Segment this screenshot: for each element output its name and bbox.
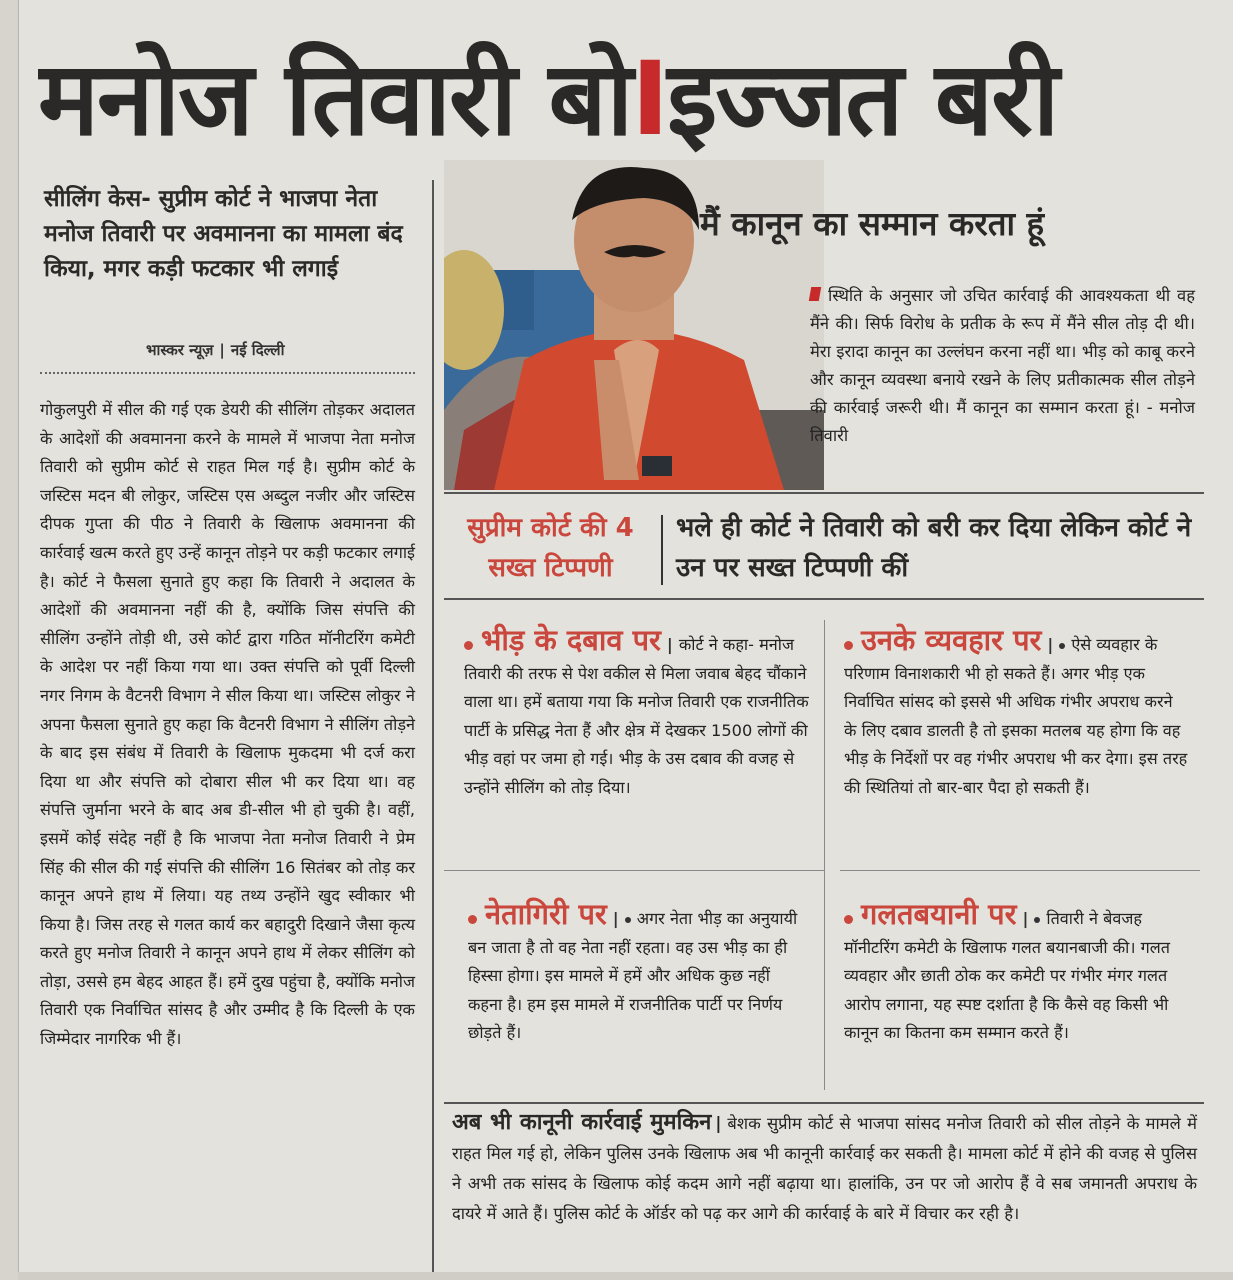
sc-remarks-label: सुप्रीम कोर्ट की 4 सख्त टिप्पणी (467, 513, 634, 583)
page-left-edge (0, 0, 19, 1280)
byline-divider (40, 372, 415, 374)
remark-text: कोर्ट ने कहा- मनोज तिवारी की तरफ से पेश वकील से मिला जवाब बेहद चौंकाने वाला था। हमें बताया गया कि मनोज तिवारी एक राजनीतिक पार्टी के प्रसिद्ध नेता हैं और क्षेत्र में देखकर 1500 लोगों की भीड़ वहां पर जमा हो गई। भीड़ के उस दबाव की वजह से उन्होंने सीलिंग को तोड़ दिया। (464, 635, 809, 797)
column-divider (432, 180, 434, 1280)
sc-remarks-description: भले ही कोर्ट ने तिवारी को बरी कर दिया लेकिन कोर्ट ने उन पर सख्त टिप्पणी कीं (676, 513, 1192, 583)
bullet-icon (464, 641, 473, 650)
remark-text: ऐसे व्यवहार के परिणाम विनाशकारी भी हो सकते हैं। अगर भीड़ एक निर्वाचित सांसद को इससे भी अधिक गंभीर अपराध करने के लिए दबाव डालती है तो इसका मतलब यह होगा कि वह भीड़ के निर्देशों पर वह गंभीर अपराध भी कर देगा। इस तरह की स्थितियां तो बार-बार पैदा हो सकती हैं। (844, 635, 1188, 797)
bullet-icon (844, 915, 853, 924)
remark-heading: उनके व्यवहार पर (861, 623, 1042, 657)
remark-behavior: उनके व्यवहार पर | ऐसे व्यवहार के परिणाम विनाशकारी भी हो सकते हैं। अगर भीड़ एक निर्वाचित सांसद को इससे भी अधिक गंभीर अपराध करने के लिए दबाव डालती है तो इसका मतलब यह होगा कि वह भीड़ के निर्देशों पर वह गंभीर अपराध भी कर देगा। इस तरह की स्थितियां तो बार-बार पैदा हो सकती हैं। (844, 623, 1188, 797)
remark-text: अगर नेता भीड़ का अनुयायी बन जाता है तो वह नेता नहीं रहता। वह उस भीड़ का ही हिस्सा होगा। इस मामले में हमें और अधिक कुछ नहीं कहना है। हम इस मामले में राजनीतिक पार्टी पर निर्णय छोड़ते हैं। (468, 909, 798, 1043)
bullet-icon (844, 641, 853, 650)
quote-body (810, 282, 1195, 450)
small-bullet-icon (625, 917, 631, 923)
remark-heading: भीड़ के दबाव पर (481, 623, 661, 657)
remark-leadership: नेतागिरी पर | अगर नेता भीड़ का अनुयायी बन जाता है तो वह नेता नहीं रहता। वह उस भीड़ का ही हिस्सा होगा। इस मामले में हमें और अधिक कुछ नहीं कहना है। हम इस मामले में राजनीतिक पार्टी पर निर्णय छोड़ते हैं। (468, 897, 798, 1043)
sc-box-bottom-rule (444, 598, 1204, 600)
remark-misstatement: गलतबयानी पर | तिवारी ने बेवजह मॉनीटरिंग कमेटी के खिलाफ गलत बयानबाजी की। गलत व्यवहार और छाती ठोक कर कमेटी पर गंभीर मंगर गलत आरोप लगाना, यह स्पष्ट दर्शाता है कि कैसे वह किसी भी कानून का कितना कम सम्मान करते हैं। (844, 897, 1170, 1043)
legal-action-heading: अब भी कानूनी कार्रवाई मुमकिन (452, 1110, 712, 1135)
small-bullet-icon (1059, 643, 1065, 649)
remarks-horizontal-rule-right (840, 870, 1200, 871)
quote-text: स्थिति के अनुसार जो उचित कार्रवाई की आवश्यकता थी वह मैंने की। सिर्फ विरोध के प्रतीक के रूप में मैंने सील तोड़ दी थी। मेरा इरादा कानून का उल्लंघन करना नहीं था। भीड़ को काबू करने और कानून व्यवस्था बनाये रखने के लिए प्रतीकात्मक सील तोड़ने की कार्रवाई जरूरी थी। मैं कानून का सम्मान करता हूं। - मनोज तिवारी (810, 286, 1195, 445)
legal-action-body: बेशक सुप्रीम कोर्ट से भाजपा सांसद मनोज तिवारी को सील तोड़ने के मामले में राहत मिल गई हो, लेकिन पुलिस उनके खिलाफ अब भी कानूनी कार्रवाई कर सकती है। मामला कोर्ट में होने की वजह से पुलिस ने अभी तक सांसद के खिलाफ कोई कदम आगे नहीं बढ़ाया था। हालांकि, उन पर जो आरोप हैं वे सब जमानती अपराध के दायरे में आते हैं। पुलिस कोर्ट के ऑर्डर को पढ़ कर आगे की कार्रवाई के बारे में विचार कर रही है। (452, 1114, 1197, 1223)
headline-part-1: मनोज तिवारी बो (38, 40, 632, 159)
headline-red-mark: I (631, 40, 668, 159)
sc-box-top-rule (444, 492, 1204, 494)
remarks-horizontal-rule-left (444, 870, 824, 871)
remark-crowd-pressure: भीड़ के दबाव पर | कोर्ट ने कहा- मनोज तिवारी की तरफ से पेश वकील से मिला जवाब बेहद चौंकाने वाला था। हमें बताया गया कि मनोज तिवारी एक राजनीतिक पार्टी के प्रसिद्ध नेता हैं और क्षेत्र में देखकर 1500 लोगों की भीड़ वहां पर जमा हो गई। भीड़ के उस दबाव की वजह से उन्होंने सीलिंग को तोड़ दिया। (464, 623, 809, 797)
page-bottom-edge (18, 1272, 1233, 1280)
remark-text: तिवारी ने बेवजह मॉनीटरिंग कमेटी के खिलाफ गलत बयानबाजी की। गलत व्यवहार और छाती ठोक कर कमेटी पर गंभीर मंगर गलत आरोप लगाना, यह स्पष्ट दर्शाता है कि कैसे वह किसी भी कानून का कितना कम सम्मान करते हैं। (844, 909, 1170, 1043)
remark-heading: गलतबयानी पर (861, 897, 1017, 931)
byline-location: नई दिल्ली (230, 341, 285, 359)
bullet-icon (468, 915, 477, 924)
sc-box-divider (661, 515, 663, 585)
byline-source: भास्कर न्यूज़ (146, 341, 214, 359)
small-bullet-icon (1034, 917, 1040, 923)
legal-action-text: अब भी कानूनी कार्रवाई मुमकिन | बेशक सुप्रीम कोर्ट से भाजपा सांसद मनोज तिवारी को सील तोड़ने के मामले में राहत मिल गई हो, लेकिन पुलिस उनके खिलाफ अब भी कानूनी कार्रवाई कर सकती है। मामला कोर्ट में होने की वजह से पुलिस ने अभी तक सांसद के खिलाफ कोई कदम आगे नहीं बढ़ाया था। हालांकि, उन पर जो आरोप हैं वे सब जमानती अपराध के दायरे में आते हैं। पुलिस कोर्ट के ऑर्डर को पढ़ कर आगे की कार्रवाई के बारे में विचार कर रही है। (452, 1110, 1197, 1223)
quote-title: मैं कानून का सम्मान करता हूं (700, 204, 1045, 243)
main-headline (38, 30, 1198, 170)
remark-heading: नेतागिरी पर (485, 897, 607, 931)
quote-mark-icon (809, 287, 821, 301)
remarks-vertical-rule (824, 620, 825, 1090)
main-article-body: गोकुलपुरी में सील की गई एक डेयरी की सीलिंग तोड़कर अदालत के आदेशों की अवमानना करने के मामले में भाजपा नेता मनोज तिवारी को सुप्रीम कोर्ट से राहत मिल गई है। सुप्रीम कोर्ट के जस्टिस मदन बी लोकुर, जस्टिस एस अब्दुल नजीर और जस्टिस दीपक गुप्ता की पीठ ने तिवारी के खिलाफ अवमानना की कार्रवाई खत्म करते हुए उन्हें कानून तोड़ने पर कड़ी फटकार लगाई है। कोर्ट ने फैसला सुनाते हुए कहा कि तिवारी ने अदालत के आदेशों की अवमानना नहीं की है, क्योंकि जिस संपत्ति की सीलिंग उन्होंने तोड़ी थी, उसे कोर्ट द्वारा गठित मॉनीटरिंग कमेटी के आदेश पर नहीं किया गया था। उक्त संपत्ति को पूर्वी दिल्ली नगर निगम के वैटनरी विभाग ने सील किया था। जस्टिस लोकुर ने अपना फैसला सुनाते हुए कहा कि वैटनरी विभाग ने सीलिंग तोड़ने के बाद इस संबंध में तिवारी के खिलाफ मुकदमा भी दर्ज करा दिया था और संपत्ति को दोबारा सील भी कर दिया था। वह संपत्ति जुर्माना भरने के बाद अब डी-सील भी हो चुकी है। वहीं, इसमें कोई संदेह नहीं है कि भाजपा नेता मनोज तिवारी ने प्रेम सिंह की सील की गई संपत्ति की सीलिंग 16 सितंबर को तोड़ कर कानून अपने हाथ में लिया। यह तथ्य उन्होंने खुद स्वीकार भी किया है। जिस तरह से गलत कार्य कर बहादुरी दिखाने जैसा कृत्य करते हुए मनोज तिवारी ने कानून अपने हाथ में लेकर सीलिंग को तोड़ा, उससे हम बेहद आहत हैं। हमें दुख पहुंचा है, क्योंकि मनोज तिवारी एक निर्वाचित सांसद है और उम्मीद है कि दिल्ली के एक जिम्मेदार नागरिक भी हैं। (40, 400, 415, 1049)
subheadline: सीलिंग केस- सुप्रीम कोर्ट ने भाजपा नेता मनोज तिवारी पर अवमानना का मामला बंद किया, मगर कड़ी फटकार भी लगाई (44, 186, 403, 282)
byline: भास्कर न्यूज़ | नई दिल्ली (146, 341, 285, 359)
headline-part-2: इज्जत बरी (667, 40, 1058, 159)
